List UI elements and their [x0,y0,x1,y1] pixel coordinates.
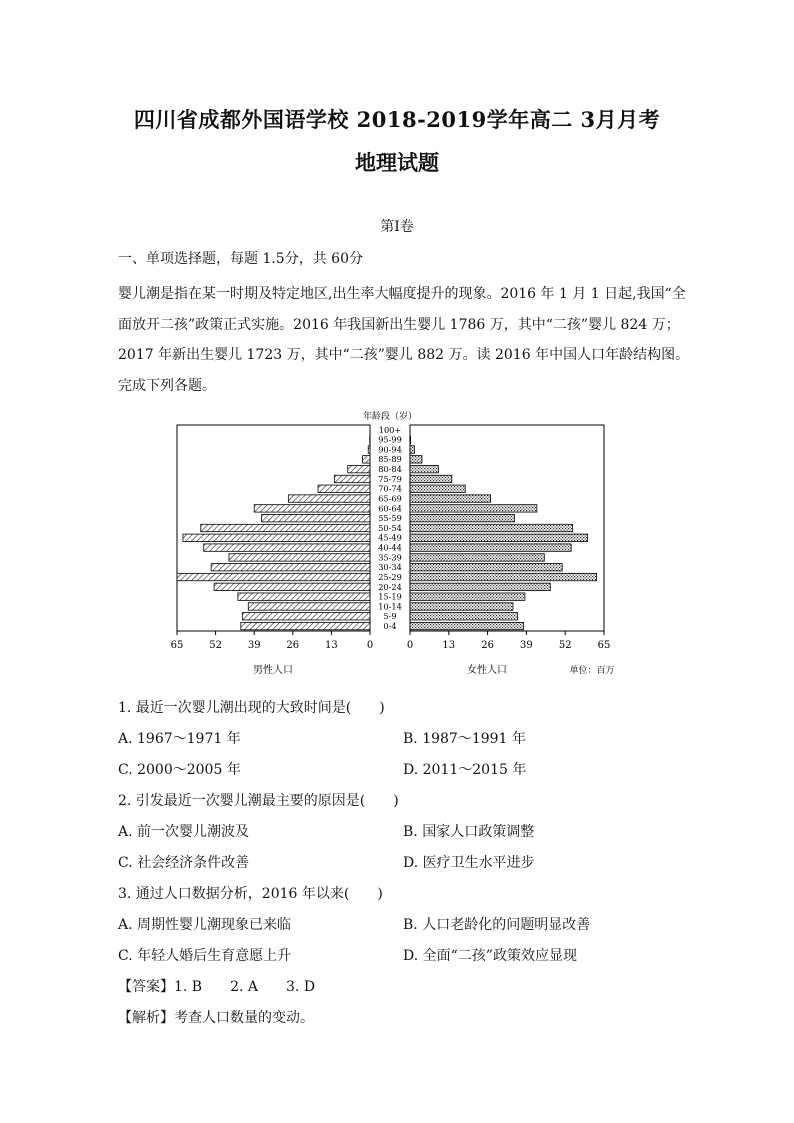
q3-option-b[interactable]: B. 人口老龄化的问题明显改善 [403,917,591,933]
female-tick-label-26: 26 [481,640,494,651]
female-tick-label-0: 0 [406,640,414,651]
female-bar-25-29 [410,573,597,580]
age-label-80-84: 80-84 [378,464,402,475]
age-label-25-29: 25-29 [378,571,402,582]
male-axis-label: 男性人口 [253,665,293,676]
age-label-50-54: 50-54 [378,522,402,533]
female-tick-label-65: 65 [597,640,611,651]
age-label-95-99: 95-99 [378,434,402,445]
q3-option-a[interactable]: A. 周期性婴儿潮现象已来临 [118,917,292,933]
male-bar-35-39 [229,554,370,561]
intro-line-2: 面放开二孩”政策正式实施。2016 年我国新出生婴儿 1786 万，其中“二孩”婴儿 824 万； [118,317,680,333]
q2-option-b[interactable]: B. 国家人口政策调整 [403,824,535,840]
section-heading: 第I卷 [380,219,414,235]
population-pyramid-chart [160,408,630,683]
unit-label: 单位：百万 [569,666,615,676]
age-label-70-74: 70-74 [378,483,402,494]
question-1-stem: 1. 最近一次婴儿潮出现的大致时间是( ) [118,700,385,716]
female-bar-95-99 [410,436,411,443]
age-label-60-64: 60-64 [378,503,402,514]
q2-option-c[interactable]: C. 社会经济条件改善 [118,855,250,871]
intro-line-4: 完成下列各题。 [118,378,216,394]
age-label-15-19: 15-19 [378,591,402,602]
female-bar-0-4 [410,622,523,629]
q3-option-c[interactable]: C. 年轻人婚后生育意愿上升 [118,948,292,964]
male-tick-label-0: 0 [366,640,374,651]
male-bar-5-9 [242,613,370,620]
male-bar-65-69 [288,495,370,502]
female-tick-label-39: 39 [520,640,533,651]
intro-line-3: 2017 年新出生婴儿 1723 万，其中“二孩”婴儿 882 万。读 2016 年中国人口年龄结构图。 [118,347,690,363]
female-bar-5-9 [410,613,517,620]
female-bar-35-39 [410,554,544,561]
female-bar-85-89 [410,456,422,463]
intro-line-1: 婴儿潮是指在某一时期及特定地区,出生率大幅度提升的现象。2016 年 1 月 1 日起,我国“全 [118,286,686,302]
female-bar-60-64 [410,505,537,512]
male-bar-10-14 [248,603,370,610]
age-label-85-89: 85-89 [378,454,402,465]
female-tick-label-52: 52 [558,640,572,651]
male-bar-30-34 [211,564,370,571]
male-bar-50-54 [201,524,370,531]
female-bar-30-34 [410,564,562,571]
question-3-stem: 3. 通过人口数据分析，2016 年以来( ) [118,886,383,902]
female-bar-45-49 [410,534,588,541]
female-bar-65-69 [410,495,491,502]
male-bar-0-4 [241,622,370,629]
chart-title: 年龄段（岁） [362,412,418,422]
q1-option-c[interactable]: C. 2000～2005 年 [118,762,241,778]
exam-subtitle: 地理试题 [355,150,439,175]
male-bar-20-24 [214,583,370,590]
answer-line: 【答案】1. B 2. A 3. D [118,979,316,995]
male-bar-75-79 [334,475,370,482]
analysis-line: 【解析】考查人口数量的变动。 [118,1010,314,1026]
female-bar-55-59 [410,514,514,521]
age-label-35-39: 35-39 [378,552,402,563]
age-label-30-34: 30-34 [378,562,402,573]
age-label-65-69: 65-69 [378,493,402,504]
age-label-75-79: 75-79 [378,473,402,484]
male-bar-45-49 [183,534,370,541]
male-tick-label-39: 39 [247,640,261,651]
q1-option-d[interactable]: D. 2011～2015 年 [403,762,527,778]
age-label-10-14: 10-14 [378,601,402,612]
male-bar-90-94 [368,446,370,453]
age-label-20-24: 20-24 [378,581,402,592]
age-label-5-9: 5-9 [383,611,397,622]
q3-option-d[interactable]: D. 全面“二孩”政策效应显现 [403,948,577,964]
female-bar-70-74 [410,485,465,492]
male-bar-25-29 [177,573,370,580]
female-bar-20-24 [410,583,550,590]
male-bar-15-19 [238,593,370,600]
male-bar-70-74 [318,485,370,492]
exam-title: 四川省成都外国语学校 2018-2019学年高二 3月月考 [133,107,661,132]
q2-option-a[interactable]: A. 前一次婴儿潮波及 [118,824,250,840]
male-bar-85-89 [363,456,370,463]
female-bar-15-19 [410,593,525,600]
q1-option-a[interactable]: A. 1967～1971 年 [118,731,241,747]
male-tick-label-52: 52 [209,640,222,651]
age-label-45-49: 45-49 [378,532,402,543]
question-2-stem: 2. 引发最近一次婴儿潮最主要的原因是( ) [118,793,399,809]
female-axis-label: 女性人口 [467,665,507,676]
female-bar-90-94 [410,446,414,453]
age-label-90-94: 90-94 [378,444,402,455]
age-label-55-59: 55-59 [378,513,402,524]
female-bar-75-79 [410,475,452,482]
female-bar-10-14 [410,603,513,610]
male-tick-label-65: 65 [170,640,184,651]
age-label-100+: 100+ [378,424,402,435]
q2-option-d[interactable]: D. 医疗卫生水平进步 [403,855,535,871]
male-bar-40-44 [204,544,370,551]
male-bar-80-84 [348,465,370,472]
age-label-40-44: 40-44 [378,542,402,553]
male-tick-label-26: 26 [286,640,300,651]
male-tick-label-13: 13 [325,640,338,651]
male-bar-60-64 [254,505,370,512]
female-bar-40-44 [410,544,571,551]
female-tick-label-13: 13 [442,640,456,651]
female-bar-50-54 [410,524,573,531]
part-heading: 一、单项选择题，每题 1.5分，共 60分 [118,251,363,267]
age-label-0-4: 0-4 [383,621,397,631]
male-bar-55-59 [262,514,370,521]
female-bar-80-84 [410,465,438,472]
q1-option-b[interactable]: B. 1987～1991 年 [403,731,526,747]
